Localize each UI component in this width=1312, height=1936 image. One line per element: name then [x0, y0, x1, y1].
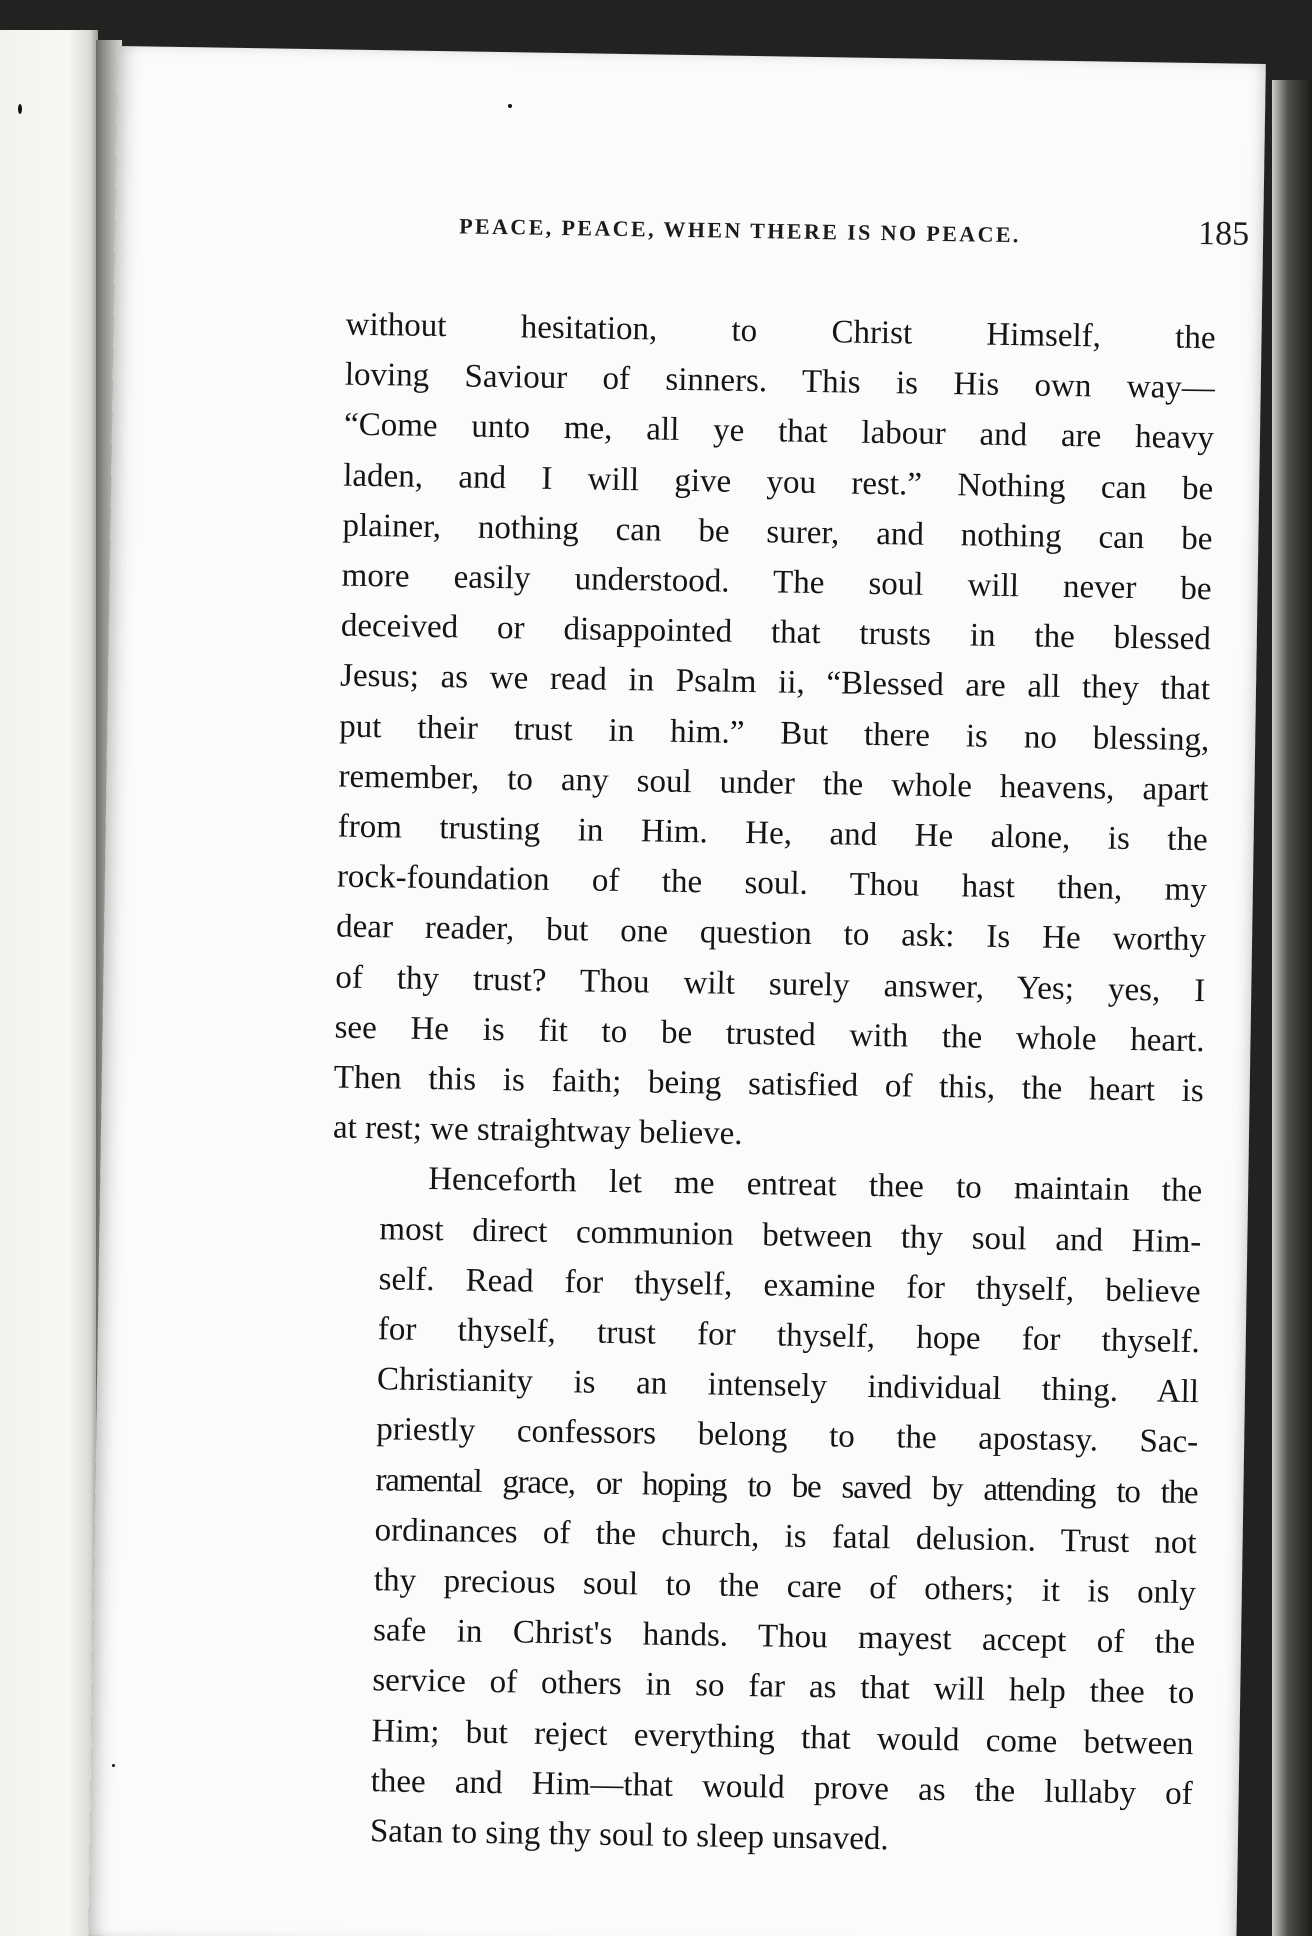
text-line: deceived or disappointed that trusts in the blessed [340, 607, 1212, 658]
text-line: more easily understood. The soul will never be [341, 557, 1212, 608]
text-line: of thy trust? Thou wilt surely answer, Yes; yes, I [335, 959, 1206, 1009]
text-line: put their trust in him.” But there is no blessing, [339, 708, 1210, 758]
text-line: from trusting in Him. He, and He alone, is the [337, 808, 1208, 859]
text-line: “Come unto me, all ye that labour and are heavy [343, 407, 1215, 457]
paragraph [322, 1153, 1203, 1869]
text-line: most direct communion between thy soul and Him- [379, 1210, 1202, 1260]
paragraph [333, 300, 1216, 1167]
text-line: remember, to any soul under the whole heavens, apart [338, 758, 1209, 809]
text-line: Then this is faith; being satisfied of this, the heart is [333, 1059, 1204, 1110]
text-line: self. Read for thyself, examine for thyself, believe [378, 1261, 1201, 1311]
text-line: ramental grace, or hoping to be saved by attending to the [375, 1461, 1198, 1511]
page-header [347, 202, 1250, 264]
page-sheet [88, 46, 1266, 1936]
running-title: PEACE, PEACE, WHEN THERE IS NO PEACE. [459, 213, 1022, 248]
right-page-shadow [1272, 80, 1312, 1936]
text-line: laden, and I will give you rest.” Nothing can be [343, 457, 1214, 507]
text-line: for thyself, trust for thyself, hope for thyself. [377, 1311, 1201, 1361]
text-line: at rest; we straightway believe. [332, 1109, 743, 1153]
text-line: Jesus; as we read in Psalm ii, “Blessed are all they that [339, 657, 1211, 708]
text-line: plainer, nothing can be surer, and nothing can be [342, 507, 1213, 558]
text-line: thee and Him—that would prove as the lullaby of [370, 1763, 1193, 1812]
text-line: dear reader, but one question to ask: Is He worthy [335, 908, 1207, 959]
text-line: Christianity is an intensely individual thing. All [376, 1361, 1200, 1411]
text-line: thy precious soul to the care of others; it is only [373, 1562, 1197, 1612]
text-line: service of others in so far as that will help thee to [372, 1662, 1195, 1712]
text-line: priestly confessors belong to the apostasy. Sac- [376, 1411, 1199, 1461]
previous-page-edge [0, 30, 98, 1936]
text-line: safe in Christ's hands. Thou mayest accept of the [372, 1612, 1196, 1662]
text-line: Him; but reject everything that would come between [371, 1712, 1194, 1762]
text-line: Henceforth let me entreat thee to maintain the [427, 1161, 1203, 1210]
body-text [322, 300, 1216, 1870]
text-line: rock-foundation of the soul. Thou hast then, my [336, 858, 1208, 909]
text-line: Satan to sing thy soul to sleep unsaved. [369, 1813, 890, 1858]
text-line: without hesitation, to Christ Himself, the [345, 306, 1216, 357]
text-line: loving Saviour of sinners. This is His own way— [344, 356, 1216, 407]
text-line: ordinances of the church, is fatal delusion. Trust not [374, 1512, 1197, 1561]
page-number: 185 [1197, 214, 1250, 253]
text-line: see He is fit to be trusted with the whole heart. [334, 1009, 1205, 1060]
